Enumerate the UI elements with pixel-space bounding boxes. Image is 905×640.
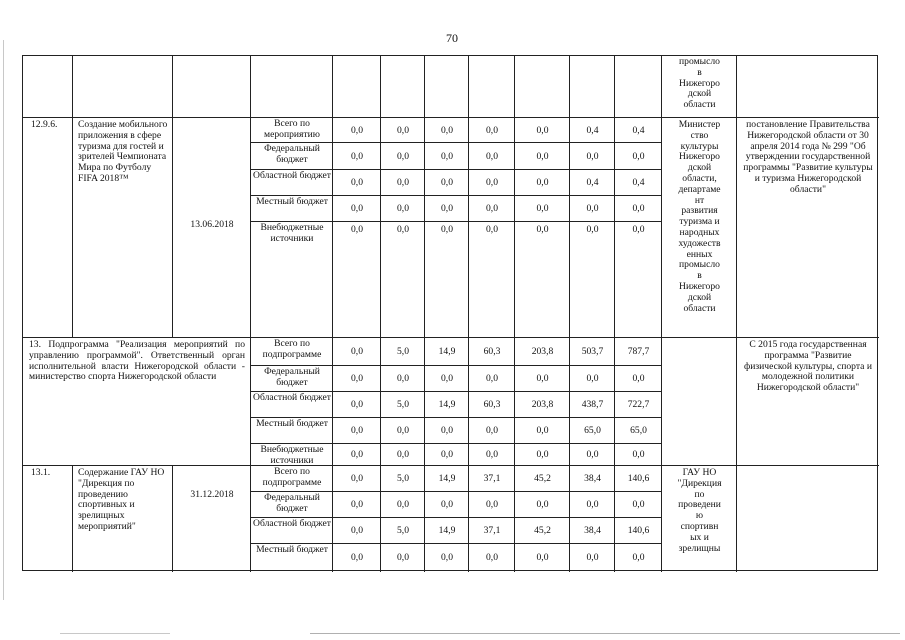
footer-line-left (60, 633, 170, 634)
budget-value: 0,0 (586, 373, 599, 384)
budget-value: 0,0 (486, 177, 498, 188)
budget-value: 0,0 (586, 203, 599, 214)
budget-value: 0,0 (536, 449, 549, 460)
budget-value: 0,0 (586, 449, 599, 460)
budget-value: 0,0 (441, 151, 453, 162)
budget-value: 0,0 (586, 151, 599, 162)
budget-value: 0,0 (536, 499, 549, 510)
budget-value: 38,4 (584, 473, 601, 484)
item-executor: Министер ство культуры Нижегоро дской области, департаме нт развития туризма и народных художеств енных промысло в Нижегоро дской области (678, 119, 721, 314)
budget-value: 0,0 (441, 373, 453, 384)
funding-source-label: Местный бюджет (256, 196, 328, 207)
budget-value: 0,0 (586, 224, 599, 235)
budget-value: 14,9 (438, 525, 456, 536)
budget-value: 38,4 (584, 525, 601, 536)
budget-value: 0,0 (351, 203, 363, 214)
budget-value: 45,2 (534, 525, 551, 536)
funding-source-label: Внебюджетные источники (260, 444, 324, 466)
budget-value: 0,4 (586, 125, 599, 136)
budget-value: 0,4 (632, 125, 645, 136)
funding-source-label: Всего по подпрограмме (262, 466, 322, 488)
table-grid-line (72, 56, 73, 118)
budget-value: 0,0 (486, 373, 498, 384)
budget-value: 0,0 (486, 224, 498, 235)
funding-source-label: Местный бюджет (256, 418, 328, 429)
budget-value: 0,0 (397, 499, 409, 510)
budget-value: 0,0 (397, 224, 409, 235)
funding-source-label: Всего по мероприятию (264, 118, 320, 140)
budget-value: 438,7 (581, 399, 604, 410)
budget-value: 0,0 (486, 151, 498, 162)
item-name: Содержание ГАУ НО "Дирекция по проведению спортивных и зрелищных мероприятий" (78, 467, 165, 532)
item-date: 31.12.2018 (190, 490, 234, 500)
budget-value: 0,0 (632, 552, 645, 563)
funding-source-label: Местный бюджет (256, 544, 328, 555)
budget-value: 0,0 (536, 425, 549, 436)
footer-line (310, 633, 900, 634)
budget-value: 0,0 (441, 125, 453, 136)
budget-value: 0,0 (351, 373, 363, 384)
budget-value: 0,0 (536, 552, 549, 563)
item-executor: ГАУ НО "Дирекция по проведени ю спортивн ых и зрелищны (677, 467, 722, 554)
budget-value: 0,0 (486, 125, 498, 136)
budget-value: 0,0 (351, 125, 363, 136)
budget-value: 0,0 (397, 373, 409, 384)
budget-value: 0,4 (632, 177, 645, 188)
budget-value: 14,9 (438, 346, 456, 357)
budget-value: 0,0 (351, 473, 363, 484)
budget-value: 0,0 (486, 499, 498, 510)
scan-edge-line (3, 40, 4, 600)
budget-value: 60,3 (483, 399, 501, 410)
budget-value: 5,0 (397, 346, 409, 357)
budget-value: 45,2 (534, 473, 551, 484)
budget-value: 0,0 (441, 224, 453, 235)
funding-source-label: Областной бюджет (253, 170, 331, 181)
budget-value: 0,0 (536, 373, 549, 384)
budget-value: 0,0 (632, 203, 645, 214)
budget-value: 37,1 (483, 525, 501, 536)
top-row-executor-tail: промысло в Нижегоро дской области (679, 56, 720, 111)
budget-value: 0,0 (351, 499, 363, 510)
budget-value: 0,0 (397, 552, 409, 563)
budget-value: 722,7 (627, 399, 650, 410)
funding-source-label: Внебюджетные источники (260, 222, 324, 244)
budget-value: 14,9 (438, 399, 456, 410)
budget-value: 5,0 (397, 473, 409, 484)
budget-value: 0,0 (536, 151, 549, 162)
budget-value: 0,0 (632, 151, 645, 162)
budget-value: 0,0 (486, 552, 498, 563)
budget-value: 0,0 (397, 203, 409, 214)
budget-value: 0,0 (441, 552, 453, 563)
budget-value: 503,7 (581, 346, 604, 357)
page-number: 70 (446, 31, 458, 45)
budget-value: 0,4 (586, 177, 599, 188)
funding-source-label: Федеральный бюджет (264, 366, 320, 388)
budget-value: 60,3 (483, 346, 501, 357)
budget-value: 0,0 (632, 373, 645, 384)
budget-value: 0,0 (351, 346, 363, 357)
subprogram-note: С 2015 года государственная программа "Развитие физической культуры, спорта и молодежной политики Нижегородской области" (744, 339, 872, 394)
budget-value: 0,0 (586, 499, 599, 510)
budget-value: 5,0 (397, 525, 409, 536)
item-date: 13.06.2018 (190, 220, 234, 230)
budget-value: 0,0 (397, 151, 409, 162)
budget-value: 5,0 (397, 399, 409, 410)
budget-value: 0,0 (351, 177, 363, 188)
budget-value: 14,9 (438, 473, 456, 484)
item-code: 12.9.6. (31, 119, 58, 130)
budget-value: 0,0 (351, 151, 363, 162)
item-code: 13.1. (31, 467, 51, 478)
budget-value: 0,0 (351, 552, 363, 563)
budget-value: 0,0 (632, 224, 645, 235)
budget-value: 787,7 (627, 346, 650, 357)
budget-value: 0,0 (351, 425, 363, 436)
budget-value: 0,0 (486, 449, 498, 460)
budget-value: 0,0 (397, 449, 409, 460)
budget-value: 0,0 (351, 399, 363, 410)
budget-value: 0,0 (632, 449, 645, 460)
budget-value: 0,0 (441, 425, 453, 436)
funding-source-label: Всего по подпрограмме (262, 338, 322, 360)
item-name: Создание мобильного приложения в сфере туризма для гостей и зрителей Чемпионата Мира по Футболу FIFA 2018™ (78, 119, 168, 184)
funding-source-label: Областной бюджет (253, 518, 331, 529)
subprogram-title: 13. Подпрограмма "Реализация мероприятий по управлению программой". Ответственный орган исполнительной власти Нижегородской области - министерство спорта Нижегородской области (29, 339, 245, 383)
budget-value: 0,0 (397, 425, 409, 436)
budget-value: 0,0 (536, 125, 549, 136)
budget-value: 37,1 (483, 473, 501, 484)
budget-value: 0,0 (536, 177, 549, 188)
budget-value: 0,0 (397, 177, 409, 188)
budget-value: 203,8 (531, 399, 554, 410)
budget-value: 0,0 (351, 525, 363, 536)
budget-value: 140,6 (627, 473, 650, 484)
budget-value: 0,0 (486, 203, 498, 214)
budget-value: 0,0 (351, 449, 363, 460)
funding-source-label: Областной бюджет (253, 392, 331, 403)
budget-value: 0,0 (536, 224, 549, 235)
budget-value: 0,0 (397, 125, 409, 136)
budget-value: 0,0 (486, 425, 498, 436)
budget-value: 140,6 (627, 525, 650, 536)
funding-source-label: Федеральный бюджет (264, 143, 320, 165)
budget-value: 0,0 (441, 177, 453, 188)
budget-value: 0,0 (586, 552, 599, 563)
item-note: постановление Правительства Нижегородской области от 30 апреля 2014 года № 299 "Об утверждении государственной программы "Развитие культуры и туризма Нижегородской области" (743, 119, 873, 195)
budget-value: 65,0 (584, 425, 601, 436)
budget-value: 0,0 (536, 203, 549, 214)
budget-value: 0,0 (632, 499, 645, 510)
budget-value: 203,8 (531, 346, 554, 357)
budget-value: 0,0 (441, 203, 453, 214)
budget-value: 0,0 (351, 224, 363, 235)
budget-table (22, 55, 878, 571)
budget-value: 0,0 (441, 499, 453, 510)
budget-value: 65,0 (630, 425, 647, 436)
funding-source-label: Федеральный бюджет (264, 492, 320, 514)
budget-value: 0,0 (441, 449, 453, 460)
